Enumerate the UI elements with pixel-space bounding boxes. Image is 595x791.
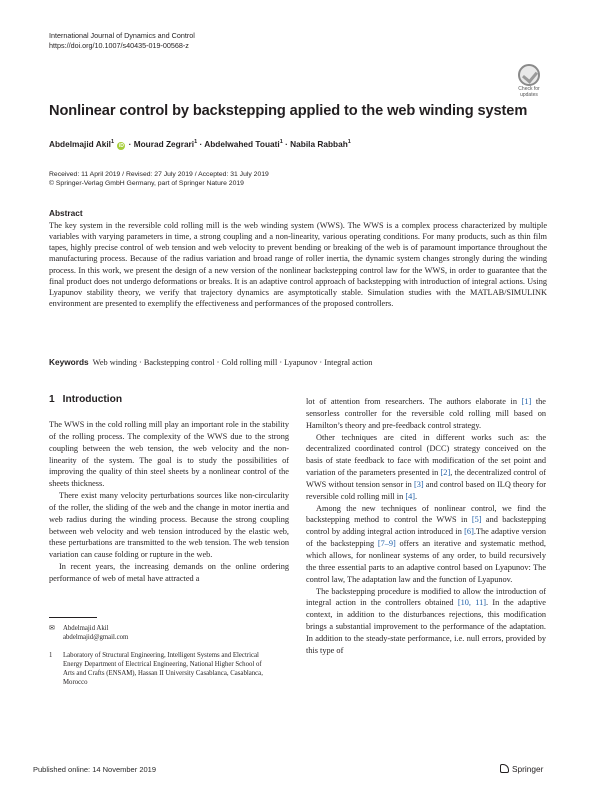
- citation-link[interactable]: [6]: [464, 527, 474, 537]
- author-separator: ·: [285, 139, 288, 149]
- author-2[interactable]: Mourad Zegrari: [133, 139, 195, 149]
- paragraph: [306, 432, 546, 503]
- text-run: . In the adaptive context, in addition to the disturbances rejections, this modification brings a substantial improvement to the performance of the adaptation. In addition to the steady-state performance, i.e. null errors, provided by this type of: [306, 598, 546, 655]
- text-run: Other techniques are cited in different works such as: the decentralized coordinated control (DCC) strategy conceived on the basis of state feedback to face with modification of the set point and variation of the parameters presented in: [306, 432, 546, 478]
- affiliation-mark: 1: [49, 652, 53, 659]
- abstract-text: The key system in the reversible cold rolling mill is the web winding system (WWS). The WWS is a complex process characterized by multiple variables with varying parameters in time, a strong coupling and a non-linearity, various operating conditions. For many products, such as thin film tapes, highly precise control of web tension and web velocity to prevent bending or breaking of the web is of paramount importance throughout the manufacturing process. Because of the radius variation and broad range of roller inertia, the dynamic system changes strongly during the winding process. In this work, we present the design of a new version of the nonlinear backstepping control law for the WWS, in order to guarantee that the final product does not undergo deformations or breaks. It is an adaptive control approach of backstepping with introduction of integral actions. Using Lyapunov stability theory, we verify that trajectory dynamics are asymptotically stable. Simulation studies with the MATLAB/SIMULINK environment are presented to exemplify the effectiveness and performances of the proposed controllers.: [49, 221, 547, 309]
- author-4[interactable]: Nabila Rabbah: [290, 139, 348, 149]
- affiliation-text: Laboratory of Structural Engineering, Intelligent Systems and Electrical Energy Department of Electrical Engineering, National Higher School of Arts and Crafts (ENSAM), Hassan II University Casablanca, Casablanca, Morocco: [63, 652, 263, 687]
- citation-link[interactable]: [3]: [413, 479, 424, 489]
- publisher-logo: [500, 764, 543, 774]
- author-4-affil: 1: [347, 139, 351, 146]
- check-updates-icon: [518, 64, 540, 86]
- published-online: Published online: 14 November 2019: [33, 765, 156, 774]
- affiliation-note: [49, 651, 273, 687]
- contact-name: Abdelmajid Akil: [63, 625, 109, 632]
- left-column: [49, 419, 289, 585]
- article-dates: Received: 11 April 2019 / Revised: 27 July 2019 / Accepted: 31 July 2019: [49, 171, 269, 178]
- paragraph: [306, 503, 546, 586]
- footnote-divider: [49, 617, 97, 618]
- citation-link[interactable]: [5]: [471, 515, 482, 525]
- author-2-affil: 1: [194, 139, 198, 146]
- text-run: .: [415, 491, 418, 501]
- doi-link[interactable]: https://doi.org/10.1007/s40435-019-00568-z: [49, 41, 189, 50]
- keywords-label: Keywords: [49, 357, 89, 367]
- text-run: and control based on ILQ theory for reversible cold rolling mill in: [306, 479, 546, 501]
- publisher-name: Springer: [512, 764, 544, 774]
- springer-horse-icon: [500, 764, 509, 773]
- copyright-line: © Springer-Verlag GmbH Germany, part of Springer Nature 2019: [49, 180, 244, 187]
- abstract-heading: Abstract: [49, 208, 83, 218]
- text-run: lot of attention from researchers. The authors elaborate in: [306, 397, 522, 406]
- author-separator: ·: [128, 139, 132, 149]
- section-number: 1: [49, 394, 55, 405]
- orcid-icon[interactable]: iD: [118, 143, 124, 149]
- text-run: the sensorless controller for the reversible cold rolling mill based on Hamilton’s theory and pre-feedback control strategy.: [306, 397, 546, 430]
- author-1[interactable]: Abdelmajid Akil: [49, 139, 111, 149]
- text-run: Among the new techniques of nonlinear control, we find the backstepping method to control the WWS in: [306, 503, 546, 525]
- corresponding-author-note: [49, 624, 273, 642]
- paragraph: There exist many velocity perturbations sources like non-circularity of the roller, the sliding of the web and the change in motor inertia and web radius during the winding process. Because the strong coupling between web velocity and web tension introduced by the elastic web, these perturbations are transmitted to the web tension. The web tension variation can cause folding or rupture in the web.: [49, 491, 289, 560]
- paragraph: [306, 586, 546, 657]
- author-3[interactable]: Abdelwahed Touati: [204, 139, 280, 149]
- text-run: .The adaptive version of the backstepping: [306, 527, 546, 549]
- paragraph: [306, 396, 546, 432]
- author-1-affil: 1: [110, 139, 114, 146]
- keywords-list: Web winding · Backstepping control · Cold rolling mill · Lyapunov · Integral action: [92, 358, 373, 367]
- paper-title: Nonlinear control by backstepping applied to the web winding system: [49, 103, 528, 119]
- contact-email[interactable]: abdelmajid@gmail.com: [63, 634, 129, 642]
- section-heading: [49, 394, 130, 405]
- citation-link[interactable]: [1]: [521, 397, 532, 406]
- section-title: Introduction: [62, 394, 123, 405]
- text-run: The backstepping procedure is modified to allow the introduction of integral action in the controllers obtained: [306, 586, 546, 608]
- citation-link[interactable]: [7–9]: [377, 539, 396, 549]
- text-run: and backstepping control by adding integral action introduced in: [306, 515, 547, 537]
- citation-link[interactable]: [2]: [440, 468, 451, 478]
- citation-link[interactable]: [10, 11]: [457, 598, 486, 608]
- text-run: , the decentralized control of WWS without tension sensor in: [306, 468, 546, 489]
- right-column: [306, 396, 546, 657]
- author-separator: ·: [199, 139, 203, 149]
- author-list: [49, 139, 351, 150]
- badge-label-1: Check for: [518, 86, 540, 92]
- badge-label-2: updates: [520, 92, 538, 98]
- author-3-affil: 1: [279, 139, 283, 146]
- paragraph: In recent years, the increasing demands on the online ordering performance of web of metal have attracted a: [49, 562, 289, 583]
- citation-link[interactable]: [4]: [405, 491, 415, 501]
- paragraph: The WWS in the cold rolling mill play an important role in the stability of the rolling process. The complexity of the WWS due to the strong coupling between the web tension, the web velocity and the non-linearity of the system. The goal is to study the possibilities of improving the quality of thin steel sheets by a nonlinear control of the sheets thickness.: [49, 420, 289, 489]
- check-for-updates-badge[interactable]: [513, 64, 545, 98]
- text-run: offers an iterative and systematic method, which allows, for nonlinear systems of any order, to build recursively the three essential parts to an adaptive control based on Lyapunov: The control law, The adaptation law and the function of Lyapunov.: [306, 539, 546, 584]
- mail-icon: ✉: [49, 625, 55, 632]
- keywords: [49, 357, 372, 367]
- journal-name: International Journal of Dynamics and Control: [49, 31, 195, 40]
